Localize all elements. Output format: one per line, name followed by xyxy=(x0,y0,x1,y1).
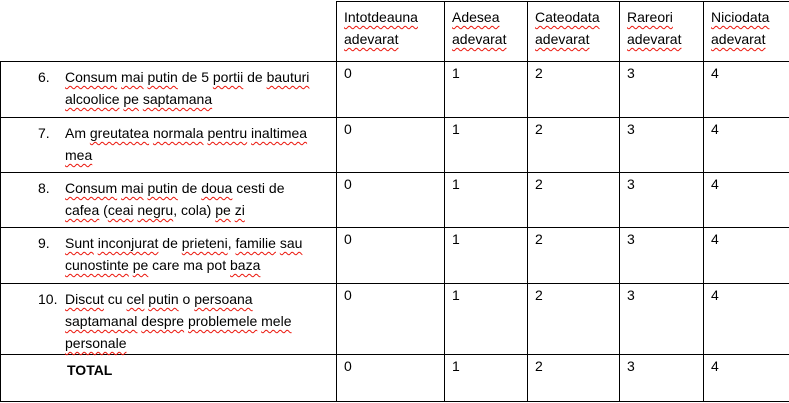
answer-value: 1 xyxy=(452,176,460,192)
text-line xyxy=(65,254,332,276)
text-segment: care ma pot xyxy=(148,257,230,273)
answer-value: 3 xyxy=(627,231,635,247)
misspelled-word: Adesea xyxy=(452,9,500,25)
misspelled-word: negru xyxy=(137,202,174,218)
misspelled-word: bauturi xyxy=(266,69,310,85)
misspelled-word: saptamana xyxy=(142,91,213,107)
answer-cell-3[interactable] xyxy=(620,173,704,228)
misspelled-word: pe xyxy=(132,257,149,273)
text-line xyxy=(535,28,613,50)
answer-cell-3[interactable] xyxy=(620,228,704,284)
answer-cell-1[interactable] xyxy=(445,284,528,355)
misspelled-word: Discut xyxy=(65,291,104,307)
answer-cell-0[interactable] xyxy=(337,173,445,228)
answer-value: 2 xyxy=(535,231,543,247)
misspelled-word: zi xyxy=(234,202,245,218)
misspelled-word: Rareori xyxy=(627,9,673,25)
header-cell-4 xyxy=(704,2,789,62)
answer-value: 0 xyxy=(344,176,352,192)
misspelled-word: cel xyxy=(126,291,145,307)
text-line xyxy=(65,66,332,88)
text-line xyxy=(344,6,438,28)
misspelled-word: putin xyxy=(147,180,178,196)
misspelled-word: baza xyxy=(230,257,261,273)
answer-cell-2[interactable] xyxy=(528,228,620,284)
question-row-9 xyxy=(1,228,789,284)
question-number: 9. xyxy=(38,235,50,251)
total-row xyxy=(1,355,789,402)
misspelled-word: problemele xyxy=(187,313,258,329)
misspelled-word: mai xyxy=(121,180,144,196)
answer-value: 3 xyxy=(627,65,635,81)
misspelled-word: Sunt xyxy=(65,235,94,251)
question-row-10 xyxy=(1,284,789,355)
question xyxy=(1,66,332,110)
question-number: 7. xyxy=(38,125,50,141)
misspelled-word: despre xyxy=(141,313,185,329)
questionnaire-table xyxy=(0,1,789,402)
misspelled-word: portii xyxy=(212,69,244,85)
header-cell-3 xyxy=(620,2,704,62)
misspelled-word: pe xyxy=(215,202,231,218)
question-row-6 xyxy=(1,62,789,118)
question xyxy=(1,122,332,166)
answer-cell-4[interactable] xyxy=(704,173,789,228)
answer-cell-3[interactable] xyxy=(620,355,704,402)
answer-value: 2 xyxy=(535,358,543,374)
question-text xyxy=(65,288,332,354)
answer-value: 2 xyxy=(535,65,543,81)
answer-cell-3[interactable] xyxy=(620,118,704,173)
answer-value: 3 xyxy=(627,287,635,303)
total-label-cell xyxy=(1,355,337,402)
question-cell xyxy=(1,62,337,118)
misspelled-word: adevarat xyxy=(344,31,399,47)
answer-value: 0 xyxy=(344,358,352,374)
misspelled-word: adevarat xyxy=(711,31,766,47)
misspelled-word: adevarat xyxy=(535,31,590,47)
misspelled-word: persoana xyxy=(194,291,253,307)
question-text xyxy=(65,232,332,276)
misspelled-word: ceai xyxy=(107,202,134,218)
misspelled-word: pentru xyxy=(207,125,248,141)
question-number: 6. xyxy=(38,69,50,85)
answer-cell-2[interactable] xyxy=(528,173,620,228)
answer-cell-1[interactable] xyxy=(445,118,528,173)
misspelled-word: Niciodata xyxy=(711,9,770,25)
misspelled-word: adevarat xyxy=(627,31,682,47)
total-label: TOTAL xyxy=(67,362,113,378)
answer-value: 1 xyxy=(452,287,460,303)
header-cell-2 xyxy=(528,2,620,62)
answer-value: 1 xyxy=(452,358,460,374)
question-row-8 xyxy=(1,173,789,228)
answer-cell-3[interactable] xyxy=(620,284,704,355)
answer-value: 0 xyxy=(344,231,352,247)
misspelled-word: familie xyxy=(235,235,276,251)
misspelled-word: mai xyxy=(121,69,144,85)
text-segment: o xyxy=(178,291,195,307)
text-line xyxy=(627,28,697,50)
misspelled-word: doua xyxy=(201,180,233,196)
question xyxy=(1,288,332,354)
answer-cell-3[interactable] xyxy=(620,62,704,118)
answer-cell-4[interactable] xyxy=(704,284,789,355)
answer-value: 4 xyxy=(711,358,719,374)
text-segment: de xyxy=(177,180,202,196)
answer-cell-4[interactable] xyxy=(704,118,789,173)
question-text xyxy=(65,122,332,166)
text-line xyxy=(65,310,332,332)
text-segment: Am xyxy=(65,125,90,141)
question-text xyxy=(65,177,332,221)
answer-value: 4 xyxy=(711,176,719,192)
question-number: 8. xyxy=(38,180,50,196)
text-segment: cu xyxy=(103,291,127,307)
text-line xyxy=(65,144,332,166)
header-cell-1 xyxy=(445,2,528,62)
answer-cell-2[interactable] xyxy=(528,62,620,118)
misspelled-word: saptamanal xyxy=(65,313,138,329)
question xyxy=(1,177,332,221)
text-line xyxy=(65,122,332,144)
misspelled-word: cafea xyxy=(65,202,100,218)
answer-value: 1 xyxy=(452,121,460,137)
misspelled-word: mele xyxy=(261,313,292,329)
misspelled-word: prieteni xyxy=(181,235,228,251)
answer-value: 0 xyxy=(344,287,352,303)
text-line xyxy=(65,332,332,354)
answer-value: 4 xyxy=(711,231,719,247)
answer-cell-1[interactable] xyxy=(445,355,528,402)
answer-cell-0[interactable] xyxy=(337,284,445,355)
answer-cell-0[interactable] xyxy=(337,62,445,118)
answer-cell-0[interactable] xyxy=(337,118,445,173)
misspelled-word: Intotdeauna xyxy=(344,9,418,25)
misspelled-word: putin xyxy=(147,69,178,85)
question-cell xyxy=(1,228,337,284)
text-line xyxy=(65,88,332,110)
header-empty-cell xyxy=(1,2,337,62)
header-row xyxy=(1,2,789,62)
text-line xyxy=(711,28,783,50)
answer-value: 3 xyxy=(627,176,635,192)
question-number: 10. xyxy=(38,291,58,307)
answer-value: 2 xyxy=(535,176,543,192)
misspelled-word: mea xyxy=(65,147,93,163)
text-line xyxy=(452,28,521,50)
text-segment: ( xyxy=(99,202,108,218)
text-segment: , cola) xyxy=(173,202,216,218)
question-row-7 xyxy=(1,118,789,173)
text-line xyxy=(452,6,521,28)
misspelled-word: normala xyxy=(152,125,204,141)
misspelled-word: inaltimea xyxy=(251,125,308,141)
answer-cell-1[interactable] xyxy=(445,228,528,284)
text-segment: de xyxy=(158,235,182,251)
answer-cell-2[interactable] xyxy=(528,118,620,173)
answer-cell-4[interactable] xyxy=(704,62,789,118)
misspelled-word: adevarat xyxy=(452,31,507,47)
misspelled-word: greutatea xyxy=(89,125,150,141)
answer-cell-0[interactable] xyxy=(337,355,445,402)
answer-value: 0 xyxy=(344,121,352,137)
text-line xyxy=(344,28,438,50)
text-segment: de xyxy=(243,69,267,85)
question-text xyxy=(65,66,332,110)
answer-value: 4 xyxy=(711,65,719,81)
question xyxy=(1,232,332,276)
answer-value: 1 xyxy=(452,65,460,81)
answer-value: 2 xyxy=(535,287,543,303)
text-segment: , xyxy=(227,235,236,251)
answer-value: 4 xyxy=(711,121,719,137)
answer-value: 4 xyxy=(711,287,719,303)
misspelled-word: personale xyxy=(65,335,127,351)
answer-value: 0 xyxy=(344,65,352,81)
text-line xyxy=(535,6,613,28)
misspelled-word: putin xyxy=(148,291,179,307)
misspelled-word: alcoolice xyxy=(65,91,120,107)
misspelled-word: inconjurat xyxy=(97,235,159,251)
text-line xyxy=(65,177,332,199)
misspelled-word: Consum xyxy=(65,180,118,196)
answer-cell-4[interactable] xyxy=(704,228,789,284)
answer-cell-0[interactable] xyxy=(337,228,445,284)
text-segment: cesti de xyxy=(232,180,285,196)
answer-cell-1[interactable] xyxy=(445,62,528,118)
header-cell-0 xyxy=(337,2,445,62)
text-line xyxy=(65,199,332,221)
misspelled-word: Cateodata xyxy=(535,9,600,25)
answer-cell-1[interactable] xyxy=(445,173,528,228)
answer-cell-2[interactable] xyxy=(528,284,620,355)
answer-value: 3 xyxy=(627,358,635,374)
answer-value: 1 xyxy=(452,231,460,247)
question-cell xyxy=(1,284,337,355)
answer-cell-2[interactable] xyxy=(528,355,620,402)
misspelled-word: pe xyxy=(123,91,139,107)
misspelled-word: sau xyxy=(279,235,303,251)
answer-cell-4[interactable] xyxy=(704,355,789,402)
misspelled-word: Consum xyxy=(65,69,118,85)
text-line xyxy=(627,6,697,28)
text-line xyxy=(711,6,783,28)
misspelled-word: cunostinte xyxy=(65,257,129,273)
answer-value: 2 xyxy=(535,121,543,137)
text-segment: de 5 xyxy=(177,69,213,85)
answer-value: 3 xyxy=(627,121,635,137)
text-line xyxy=(65,232,332,254)
text-line xyxy=(65,288,332,310)
question-cell xyxy=(1,173,337,228)
question-cell xyxy=(1,118,337,173)
